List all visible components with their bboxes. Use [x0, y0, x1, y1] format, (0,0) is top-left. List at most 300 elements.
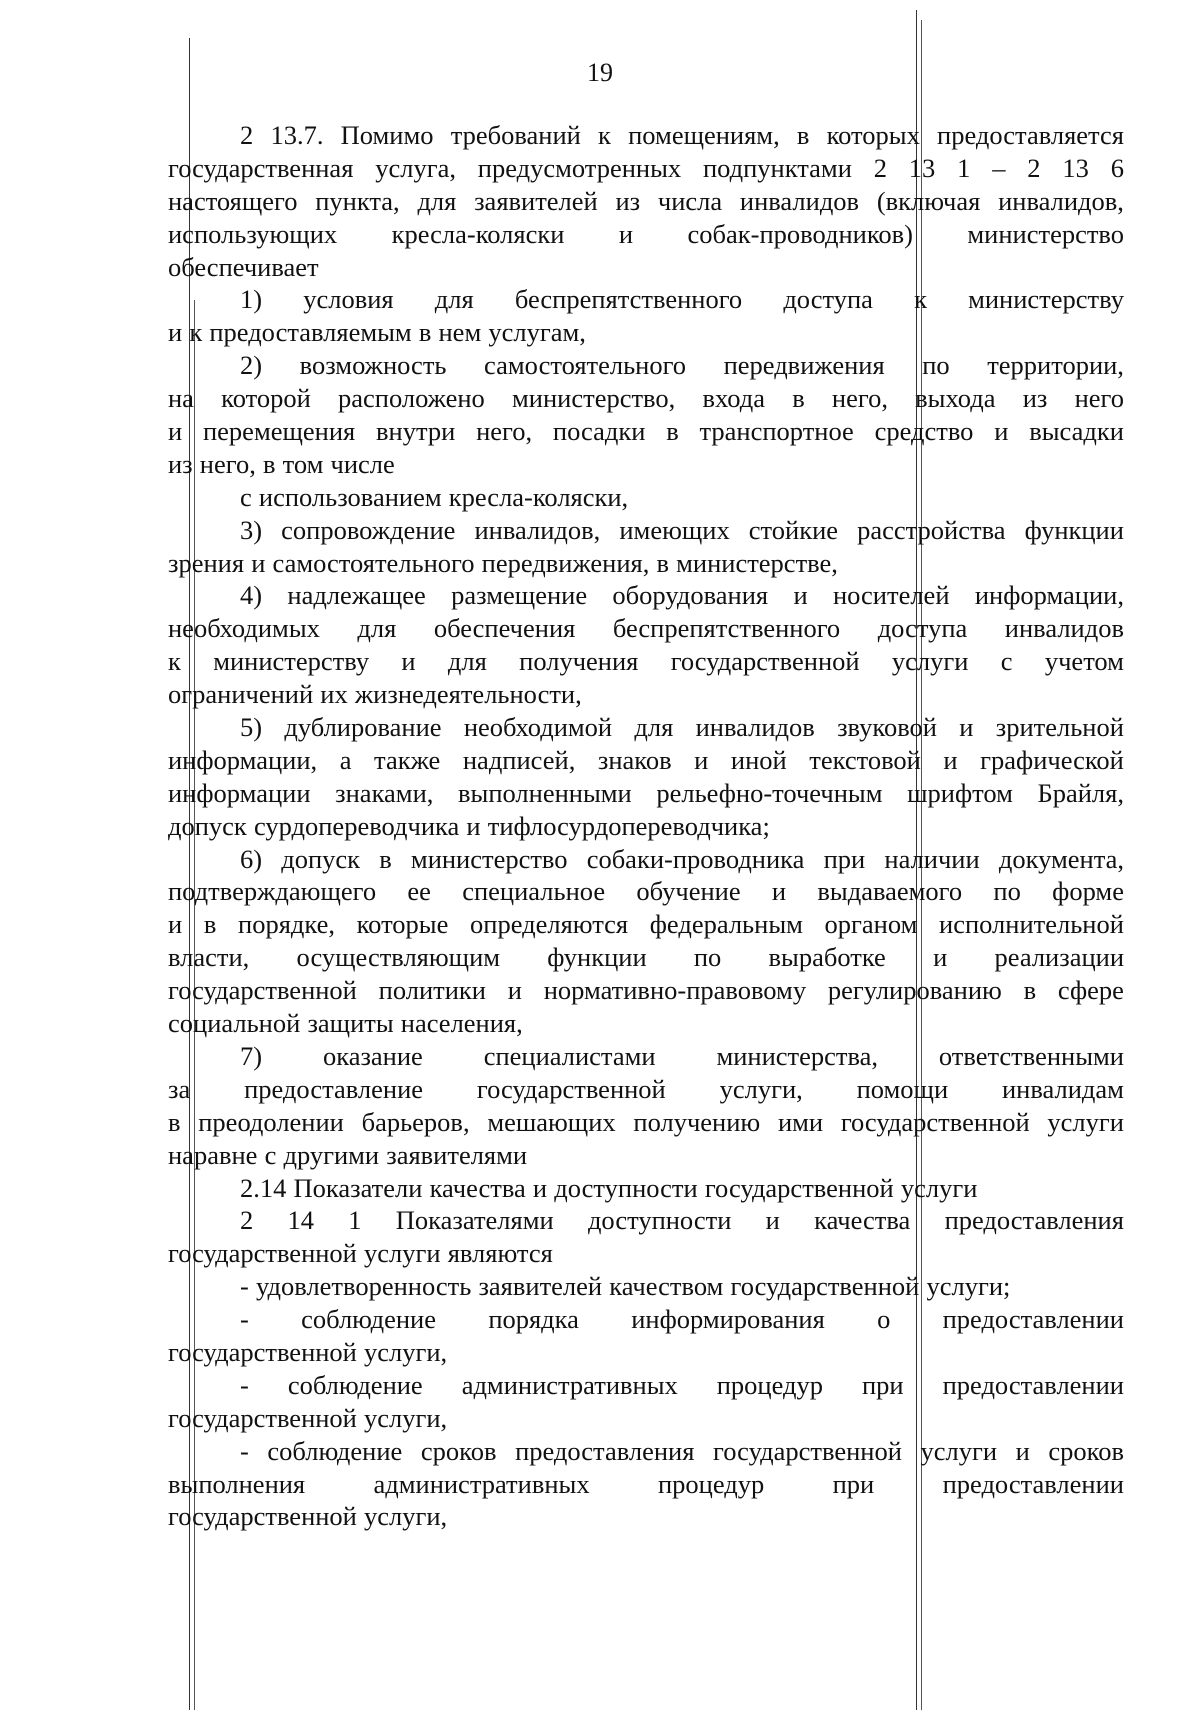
word: самостоятельного [272, 547, 475, 578]
word: инвалидов [739, 185, 860, 216]
word: внутри [376, 416, 456, 447]
word: исполнительной [939, 909, 1124, 940]
word: - [240, 1271, 249, 1302]
word: 7) [240, 1040, 263, 1071]
text-line [168, 218, 1124, 251]
word: услугам, [488, 317, 586, 348]
word: населения, [400, 1008, 523, 1039]
word: в [262, 448, 276, 479]
word: за [168, 1073, 191, 1104]
word: административных [461, 1369, 678, 1400]
word: соблюдение [301, 1304, 437, 1335]
word: высадки [1029, 416, 1124, 447]
word: предоставлении [942, 1304, 1124, 1335]
word: зрительной [995, 712, 1124, 743]
word: помещениям, [628, 120, 780, 150]
word: другими [283, 1139, 380, 1170]
text-line [168, 1237, 1124, 1270]
text-line [168, 810, 1124, 843]
text-line [168, 612, 1124, 645]
text-line [168, 119, 1124, 152]
word: и [168, 416, 183, 447]
word: реализации [994, 942, 1124, 973]
word: и [771, 876, 787, 907]
word: 13 [1062, 152, 1089, 183]
word: и [168, 317, 183, 348]
word: беспрепятственного [612, 613, 841, 644]
word: использованием [258, 481, 442, 512]
word: заявителями [386, 1139, 528, 1170]
word: инвалидов, [474, 514, 601, 545]
word: нем [438, 317, 482, 348]
word: 2 [240, 1205, 254, 1236]
word: регулированию [827, 975, 1002, 1006]
word: сурдопереводчика [253, 810, 460, 841]
word: порядке, [238, 909, 335, 940]
word: текстовой [809, 744, 921, 775]
word: по [693, 942, 722, 973]
text-line [168, 744, 1124, 777]
word: - [240, 1435, 249, 1466]
word: посадки [552, 416, 646, 447]
word: услуги [1047, 1106, 1124, 1137]
word: качеством [609, 1271, 724, 1302]
word: 1 [348, 1205, 362, 1236]
text-line [168, 875, 1124, 908]
text-line [168, 547, 1124, 580]
word: собак-проводников) [687, 218, 913, 249]
word: в [379, 843, 392, 874]
text-line [168, 777, 1124, 810]
word: настоящего [168, 185, 298, 216]
word: пункта, [315, 185, 400, 216]
word: обеспечения [433, 613, 576, 644]
word: заявителей [474, 185, 598, 216]
word: определяются [470, 909, 629, 940]
word: информации [168, 777, 311, 808]
word: и [401, 646, 416, 677]
word: документа, [998, 843, 1124, 874]
word: и [694, 744, 709, 775]
word: предоставления [944, 1205, 1124, 1236]
word: нормативно-правовому [543, 975, 807, 1006]
word: ими [777, 1106, 824, 1137]
word: соблюдение [267, 1435, 403, 1466]
text-line [168, 1435, 1124, 1468]
word: также [374, 744, 441, 775]
word: для [634, 712, 674, 743]
word: расположено [337, 383, 485, 414]
word: сроков [420, 1435, 497, 1466]
word: 6 [1110, 152, 1124, 183]
word: к [189, 317, 203, 348]
word: к [598, 120, 611, 150]
text-line [168, 1172, 1124, 1205]
text-line [168, 1007, 1124, 1040]
word: и [168, 909, 183, 940]
text-line [168, 1303, 1124, 1336]
word: для [357, 613, 397, 644]
word: тифлосурдопереводчика; [487, 810, 770, 841]
word: министерству [968, 284, 1124, 315]
word: из [615, 185, 641, 216]
word: государственной [168, 1238, 357, 1269]
text-line [168, 1336, 1124, 1369]
word: самостоятельного [484, 350, 687, 381]
word: министерство [410, 843, 568, 874]
word: министерству [213, 646, 370, 677]
word: и [532, 1172, 548, 1203]
word: сроков [1048, 1435, 1124, 1466]
word: административных [373, 1468, 590, 1499]
text-line [168, 1270, 1124, 1303]
word: процедур [716, 1369, 824, 1400]
word: территории, [987, 350, 1124, 381]
word: министерство, [512, 383, 676, 414]
word: доступности [587, 1205, 732, 1236]
word: него [1074, 383, 1124, 414]
word: дублирование [284, 712, 442, 743]
text-line [168, 349, 1124, 382]
word: услуги [891, 646, 969, 677]
text-line [168, 382, 1124, 415]
word: государственной [840, 1106, 1030, 1137]
word: предоставляется [937, 120, 1124, 150]
word: политики [378, 975, 486, 1006]
word: кресла-коляски, [448, 481, 629, 512]
word: на [168, 383, 194, 414]
word: социальной [168, 1008, 301, 1039]
word: и [765, 1205, 780, 1236]
word: Брайля, [1037, 777, 1124, 808]
word: и [251, 547, 266, 578]
word: допуск [168, 810, 247, 841]
word: для [434, 284, 474, 315]
word: государственной [476, 1073, 666, 1104]
word: предоставляемым [209, 317, 412, 348]
word: в [796, 120, 810, 150]
word: мешающих [487, 1106, 616, 1137]
word: и [618, 218, 634, 249]
word: - [240, 1369, 249, 1400]
word: возможность [299, 350, 447, 381]
word: него, [831, 383, 888, 414]
word: допуск [281, 843, 361, 874]
text-line [168, 481, 1124, 514]
word: из [1022, 383, 1048, 414]
word: для [417, 185, 457, 216]
word: инвалидов [1004, 613, 1124, 644]
word: и [793, 580, 808, 611]
word: форме [1052, 876, 1124, 907]
word: необходимой [463, 712, 613, 743]
text-line [168, 1040, 1124, 1073]
word: о [877, 1304, 891, 1335]
word: выполнения [168, 1468, 306, 1499]
word: знаками, [335, 777, 434, 808]
word: надлежащее [287, 580, 426, 611]
text-line [168, 1106, 1124, 1139]
word: государственной [730, 1271, 920, 1302]
word: 2) [240, 350, 263, 381]
word: по [993, 876, 1021, 907]
word: предоставлении [942, 1369, 1124, 1400]
text-line [168, 678, 1124, 711]
word: инвалидов [695, 712, 815, 743]
word: информации, [974, 580, 1124, 611]
word: при [832, 1468, 875, 1499]
word: собаки-проводника [586, 843, 805, 874]
word: входа [702, 383, 765, 414]
word: зрения [168, 547, 245, 578]
word: и [994, 416, 1009, 447]
word: наравне [168, 1139, 258, 1170]
word: доступа [783, 284, 873, 315]
word: расстройства [857, 514, 1006, 545]
word: при [823, 843, 866, 874]
word: по [922, 350, 950, 381]
text-line [168, 974, 1124, 1007]
text-line [168, 152, 1124, 185]
text-line [168, 251, 1124, 284]
word: власти, [168, 942, 250, 973]
word: функции [1024, 514, 1124, 545]
text-line [168, 448, 1124, 481]
word: являются [447, 1238, 553, 1269]
text-line [168, 579, 1124, 612]
text-line [168, 711, 1124, 744]
text-line [168, 1468, 1124, 1501]
word: государственной [713, 1435, 902, 1466]
text-line [168, 1073, 1124, 1106]
word: использующих [168, 218, 338, 249]
word: порядка [488, 1304, 579, 1335]
word: при [862, 1369, 904, 1400]
word: Помимо [340, 120, 434, 150]
word: министерстве, [676, 547, 838, 578]
text-line [168, 1402, 1124, 1435]
word: размещение [451, 580, 588, 611]
word: 14 [287, 1205, 315, 1236]
word: услуги, [364, 1402, 448, 1433]
word: из [168, 448, 193, 479]
word: доступа [877, 613, 968, 644]
text-line [168, 941, 1124, 974]
word: услуги [900, 1172, 978, 1203]
word: министерства, [716, 1040, 879, 1071]
word: которые [356, 909, 449, 940]
word: министерство [967, 218, 1124, 249]
word: выработке [768, 942, 886, 973]
page-number: 19 [587, 58, 613, 87]
word: кресла-коляски [391, 218, 565, 249]
word: услуги, [719, 1073, 803, 1104]
word: том [282, 448, 324, 479]
word: в [418, 317, 432, 348]
word: функции [547, 942, 647, 973]
word: ее [407, 876, 431, 907]
word: государственной [168, 975, 357, 1006]
word: получению [633, 1106, 761, 1137]
word: и [943, 744, 958, 775]
word: процедур [657, 1468, 765, 1499]
word: беспрепятственного [514, 284, 743, 315]
word: оказание [322, 1040, 423, 1071]
word: которой [221, 383, 311, 414]
word: надписей, [462, 744, 576, 775]
text-line [168, 1139, 1124, 1172]
document-body [168, 119, 1124, 1533]
word: сфере [1057, 975, 1124, 1006]
word: подтверждающего [168, 876, 377, 907]
word: услуги, [364, 1336, 448, 1367]
word: выполненными [458, 777, 632, 808]
word: качества [429, 1172, 526, 1203]
text-line [168, 283, 1124, 316]
word: осуществляющим [296, 942, 501, 973]
word: а [339, 744, 352, 775]
text-line [168, 843, 1124, 876]
word: 1) [240, 284, 263, 315]
word: доступности [554, 1172, 698, 1203]
word: 6) [240, 843, 263, 874]
word: барьеров, [361, 1106, 470, 1137]
word: передвижения, [481, 547, 650, 578]
word: с [264, 1139, 277, 1170]
word: 1 [957, 152, 971, 183]
word: него, [199, 448, 256, 479]
word: числа [657, 185, 723, 216]
word: перемещения [202, 416, 356, 447]
word: предоставлении [942, 1468, 1124, 1499]
word: органом [824, 909, 918, 940]
word: требований [450, 120, 581, 150]
word: 2.14 [240, 1172, 287, 1203]
word: получения [519, 646, 639, 677]
word: необходимых [168, 613, 320, 644]
word: 3) [240, 514, 263, 545]
word: имеющих [619, 514, 730, 545]
word: 4) [240, 580, 263, 611]
text-line [168, 1204, 1124, 1237]
word: выхода [915, 383, 996, 414]
word: 2 [240, 120, 254, 150]
word: учетом [1044, 646, 1124, 677]
text-line [168, 1500, 1124, 1533]
word: в [168, 1106, 181, 1137]
word: (включая [876, 185, 981, 216]
word: знаков [597, 744, 672, 775]
text-line [168, 514, 1124, 547]
word: и [507, 975, 522, 1006]
word: услуги; [926, 1271, 1011, 1302]
word: к [168, 646, 181, 677]
word: которых [826, 120, 920, 150]
word: шрифтом [907, 777, 1013, 808]
word: информации, [168, 744, 318, 775]
word: - [240, 1304, 249, 1335]
word: предоставление [244, 1073, 424, 1104]
word: 2 [873, 152, 887, 183]
word: Показателями [395, 1205, 554, 1236]
word: государственной [168, 1402, 357, 1433]
word: с [1000, 646, 1013, 677]
word: обеспечивает [168, 251, 319, 282]
word: услуги [364, 1238, 441, 1269]
word: условия [303, 284, 394, 315]
word: ответственными [938, 1040, 1124, 1071]
word: транспортное [699, 416, 854, 447]
word: защиты [307, 1008, 394, 1039]
word: ограничений [168, 679, 314, 710]
word: числе [330, 448, 395, 479]
word: услуги [920, 1435, 998, 1466]
word: иной [730, 744, 787, 775]
word: в [656, 547, 669, 578]
word: рельефно-точечным [656, 777, 883, 808]
word: для [447, 646, 487, 677]
word: удовлетворенность [255, 1271, 472, 1302]
text-line [168, 185, 1124, 218]
word: заявителей [478, 1271, 603, 1302]
word: в [792, 383, 805, 414]
word: предоставления [515, 1435, 695, 1466]
word: государственная [168, 152, 354, 183]
word: и [933, 942, 948, 973]
word: передвижения [723, 350, 885, 381]
word: в [1023, 975, 1037, 1006]
word: к [914, 284, 927, 315]
word: преодолении [198, 1106, 344, 1137]
text-line [168, 415, 1124, 448]
word: специалистами [483, 1040, 656, 1071]
word: и [959, 712, 974, 743]
word: выдаваемого [817, 876, 963, 907]
word: и [1015, 1435, 1030, 1466]
word: наличии [884, 843, 980, 874]
word: 13.7. [270, 120, 324, 150]
word: государственной [168, 1501, 357, 1532]
word: государственной [704, 1172, 894, 1203]
word: инвалидам [1002, 1073, 1124, 1104]
text-line [168, 1369, 1124, 1402]
text-line [168, 645, 1124, 678]
word: федеральным [649, 909, 803, 940]
word: оборудования [612, 580, 769, 611]
word: сопровождение [281, 514, 456, 545]
word: государственной [168, 1336, 357, 1367]
word: звуковой [837, 712, 937, 743]
word: – [992, 152, 1006, 183]
word: жизнедеятельности, [354, 679, 582, 710]
text-line [168, 908, 1124, 941]
word: подпунктами [702, 152, 852, 183]
word: услуга, [375, 152, 456, 183]
word: соблюдение [287, 1369, 423, 1400]
word: 5) [240, 712, 263, 743]
word: информирования [631, 1304, 825, 1335]
word: в [666, 416, 679, 447]
word: государственной [670, 646, 860, 677]
word: 13 [908, 152, 936, 183]
word: обучение [636, 876, 741, 907]
word: предусмотренных [477, 152, 682, 183]
word: качества [814, 1205, 911, 1236]
word: услуги, [364, 1501, 448, 1532]
word: инвалидов, [998, 185, 1124, 216]
word: и [466, 810, 481, 841]
word: носителей [832, 580, 950, 611]
